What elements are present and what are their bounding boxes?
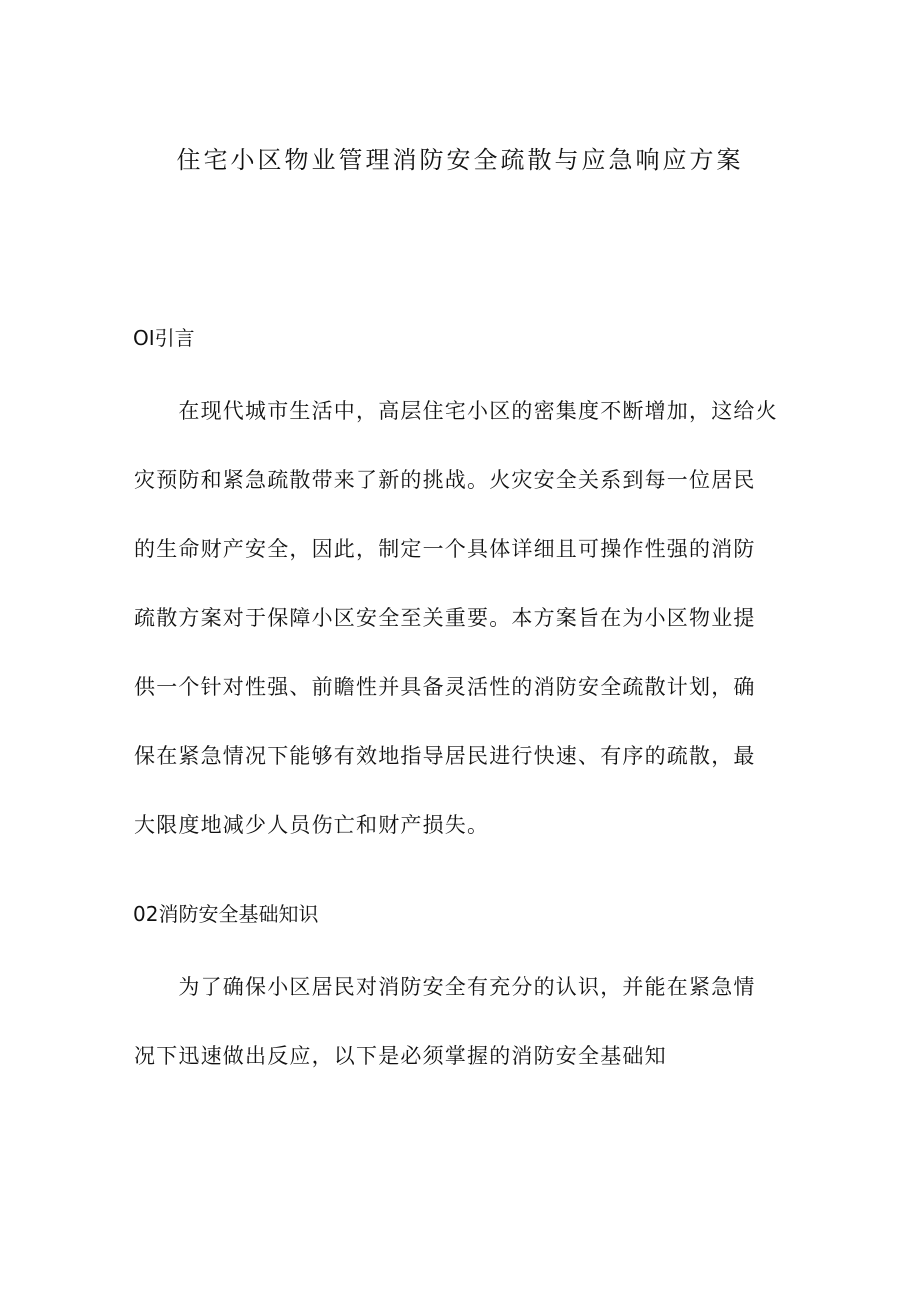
section-heading-introduction: OI引言 xyxy=(133,326,195,350)
paragraph-line: 疏散方案对于保障小区安全至关重要。本方案旨在为小区物业提 xyxy=(134,606,756,630)
paragraph-line: 为了确保小区居民对消防安全有充分的认识，并能在紧急情 xyxy=(134,975,756,999)
paragraph-line: 灾预防和紧急疏散带来了新的挑战。火灾安全关系到每一位居民 xyxy=(134,468,756,492)
paragraph-line: 况下迅速做出反应，以下是必须掌握的消防安全基础知 xyxy=(134,1044,667,1068)
paragraph-line: 在现代城市生活中，高层住宅小区的密集度不断增加，这给火 xyxy=(134,399,778,423)
paragraph-line: 大限度地减少人员伤亡和财产损失。 xyxy=(134,813,490,837)
paragraph-introduction xyxy=(134,377,794,860)
section-heading-fire-safety-basics: 02消防安全基础知识 xyxy=(133,902,319,926)
document-title: 住宅小区物业管理消防安全疏散与应急响应方案 xyxy=(176,146,744,174)
paragraph-line: 供一个针对性强、前瞻性并具备灵活性的消防安全疏散计划，确 xyxy=(134,675,756,699)
paragraph-line: 保在紧急情况下能够有效地指导居民进行快速、有序的疏散，最 xyxy=(134,744,756,768)
paragraph-line: 的生命财产安全，因此，制定一个具体详细且可操作性强的消防 xyxy=(134,537,756,561)
paragraph-fire-safety-basics xyxy=(134,953,794,1091)
